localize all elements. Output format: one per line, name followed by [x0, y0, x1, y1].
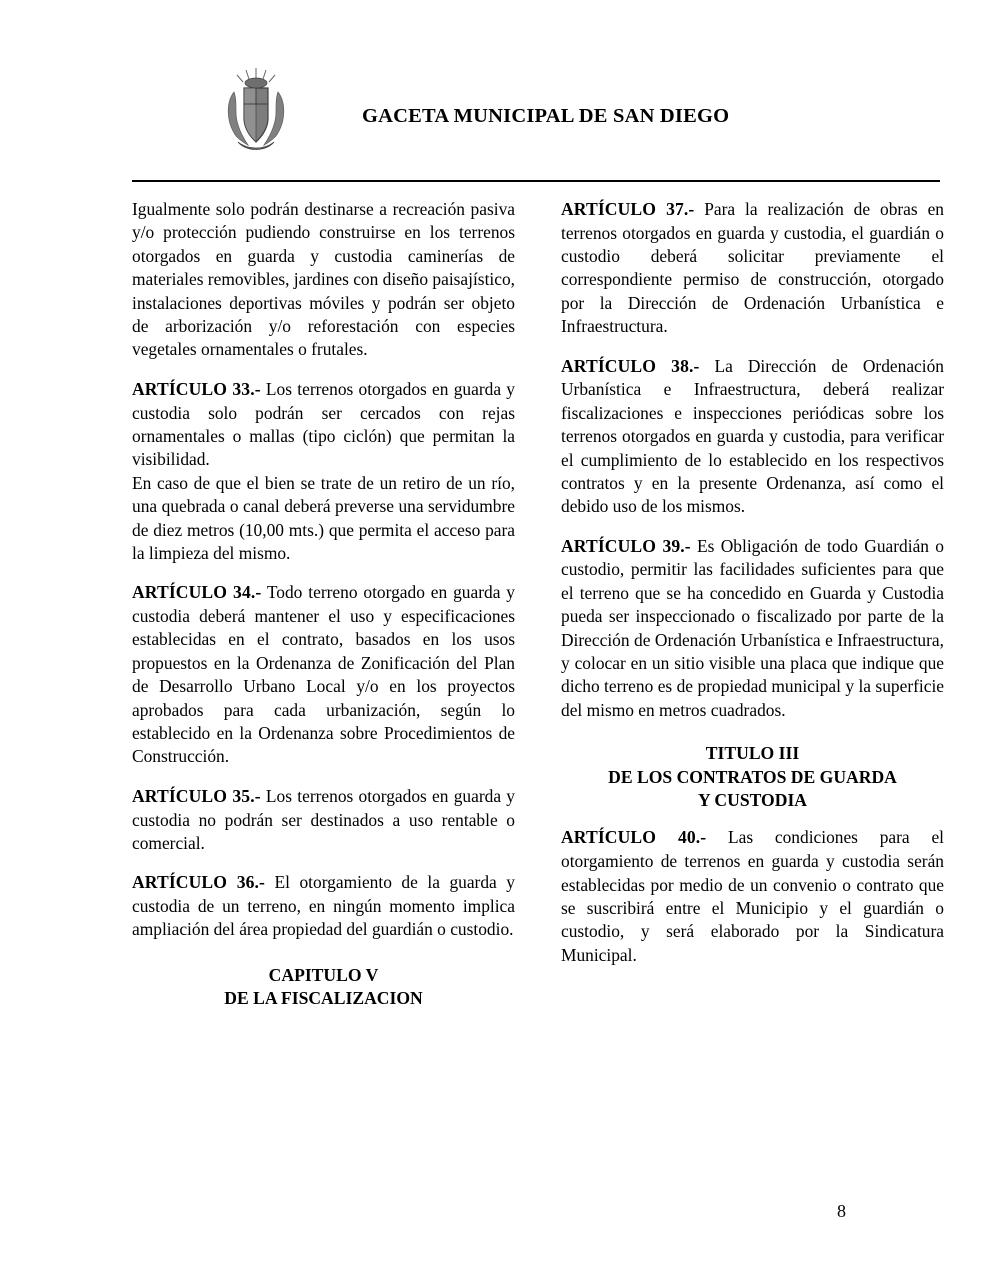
paragraph-art38: [561, 355, 944, 519]
paragraph-art33: [132, 378, 515, 472]
paragraph-text: El otorgamiento de la guarda y custodia de un terreno, en ningún momento implica ampliación del área propiedad del guardián o custodio.: [132, 872, 515, 940]
article-label: ARTÍCULO 36.-: [132, 872, 265, 893]
article-label: ARTÍCULO 39.-: [561, 535, 691, 556]
article-label: ARTÍCULO 38.-: [561, 355, 700, 376]
section-heading-titulo-iii: [561, 742, 944, 812]
paragraph-art34: [132, 581, 515, 769]
heading-line-3: Y CUSTODIA: [697, 790, 807, 811]
document-body: [132, 198, 944, 1025]
paragraph-art39: [561, 535, 944, 723]
paragraph-art35: [132, 785, 515, 855]
paragraph-text: Igualmente solo podrán destinarse a recreación pasiva y/o protección pudiendo construirse en los terrenos otorgados en guarda y custodia caminerías de materiales removibles, jardines con diseño paisajístico, instalaciones deportivas móviles y podrán ser objeto de arborización y/o reforestación con especies vegetales ornamentales o frutales.: [132, 199, 515, 360]
heading-line-2: DE LA FISCALIZACION: [224, 988, 423, 1009]
heading-line-1: TITULO III: [705, 743, 800, 764]
article-label: ARTÍCULO 33.-: [132, 378, 261, 399]
column-right: [561, 198, 944, 1025]
page-number: 8: [837, 1201, 846, 1221]
section-heading-capitulo-v: [132, 964, 515, 1011]
article-label: ARTÍCULO 34.-: [132, 582, 262, 603]
paragraph-text: Para la realización de obras en terrenos otorgados en guarda y custodia, el guardián o custodio deberá solicitar previamente el correspondiente permiso de construcción, otorgado por la Dirección de Ordenación Urbanística e Infraestructura.: [561, 199, 944, 337]
paragraph-text: Todo terreno otorgado en guarda y custodia deberá mantener el uso y especificaciones establecidas en el contrato, basados en los usos propuestos en la Ordenanza de Zonificación del Plan de Desarrollo Urbano Local y/o en los proyectos aprobados para cada urbanización, según lo establecido en la Ordenanza sobre Procedimientos de Construcción.: [132, 582, 516, 767]
column-left: [132, 198, 515, 1025]
paragraph-art37: [561, 198, 944, 339]
paragraph-art40: [561, 826, 944, 967]
paragraph-art36: [132, 871, 515, 941]
paragraph-text: Es Obligación de todo Guardián o custodio, permitir las facilidades suficientes para que el terreno que se ha concedido en Guarda y Custodia pueda ser inspeccionado o fiscalizado por parte de la Dirección de Ordenación Urbanística e Infraestructura, y colocar en un sitio visible una placa que indique que dicho terreno es de propiedad municipal y la superficie del mismo en metros cuadrados.: [561, 535, 945, 720]
article-label: ARTÍCULO 37.-: [561, 199, 695, 219]
article-label: ARTÍCULO 40.-: [561, 827, 707, 848]
paragraph-text: En caso de que el bien se trate de un retiro de un río, una quebrada o canal deberá preverse una servidumbre de diez metros (10,00 mts.) que permita el acceso para la limpieza del mismo.: [132, 472, 515, 563]
paragraph-art33-cont: [132, 472, 515, 566]
paragraph-text: Los terrenos otorgados en guarda y custodia solo podrán ser cercados con rejas ornamentales o mallas (tipo ciclón) que permitan la visibilidad.: [132, 378, 515, 470]
page-title: GACETA MUNICIPAL DE SAN DIEGO: [362, 104, 730, 127]
paragraph-intro: [132, 198, 515, 362]
article-label: ARTÍCULO 35.-: [132, 785, 261, 806]
paragraph-text: Los terrenos otorgados en guarda y custodia no podrán ser destinados a uso rentable o comercial.: [132, 785, 515, 853]
heading-line-2: DE LOS CONTRATOS DE GUARDA: [608, 766, 897, 787]
paragraph-text: Las condiciones para el otorgamiento de terrenos en guarda y custodia serán establecidas por medio de un convenio o contrato que se suscribirá entre el Municipio y el guardián o custodio, y será elaborado por la Sindicatura Municipal.: [561, 827, 944, 965]
heading-line-1: CAPITULO V: [268, 964, 379, 985]
document-header: [132, 62, 940, 170]
coat-of-arms-icon: [220, 66, 292, 158]
header-divider: [132, 180, 940, 182]
paragraph-text: La Dirección de Ordenación Urbanística e Infraestructura, deberá realizar fiscalizaciones e inspecciones periódicas sobre los terrenos otorgados en guarda y custodia, para verificar el cumplimiento de lo establecido en los respectivos contratos y en la presente Ordenanza, así como el debido uso de los mismos.: [561, 355, 944, 517]
